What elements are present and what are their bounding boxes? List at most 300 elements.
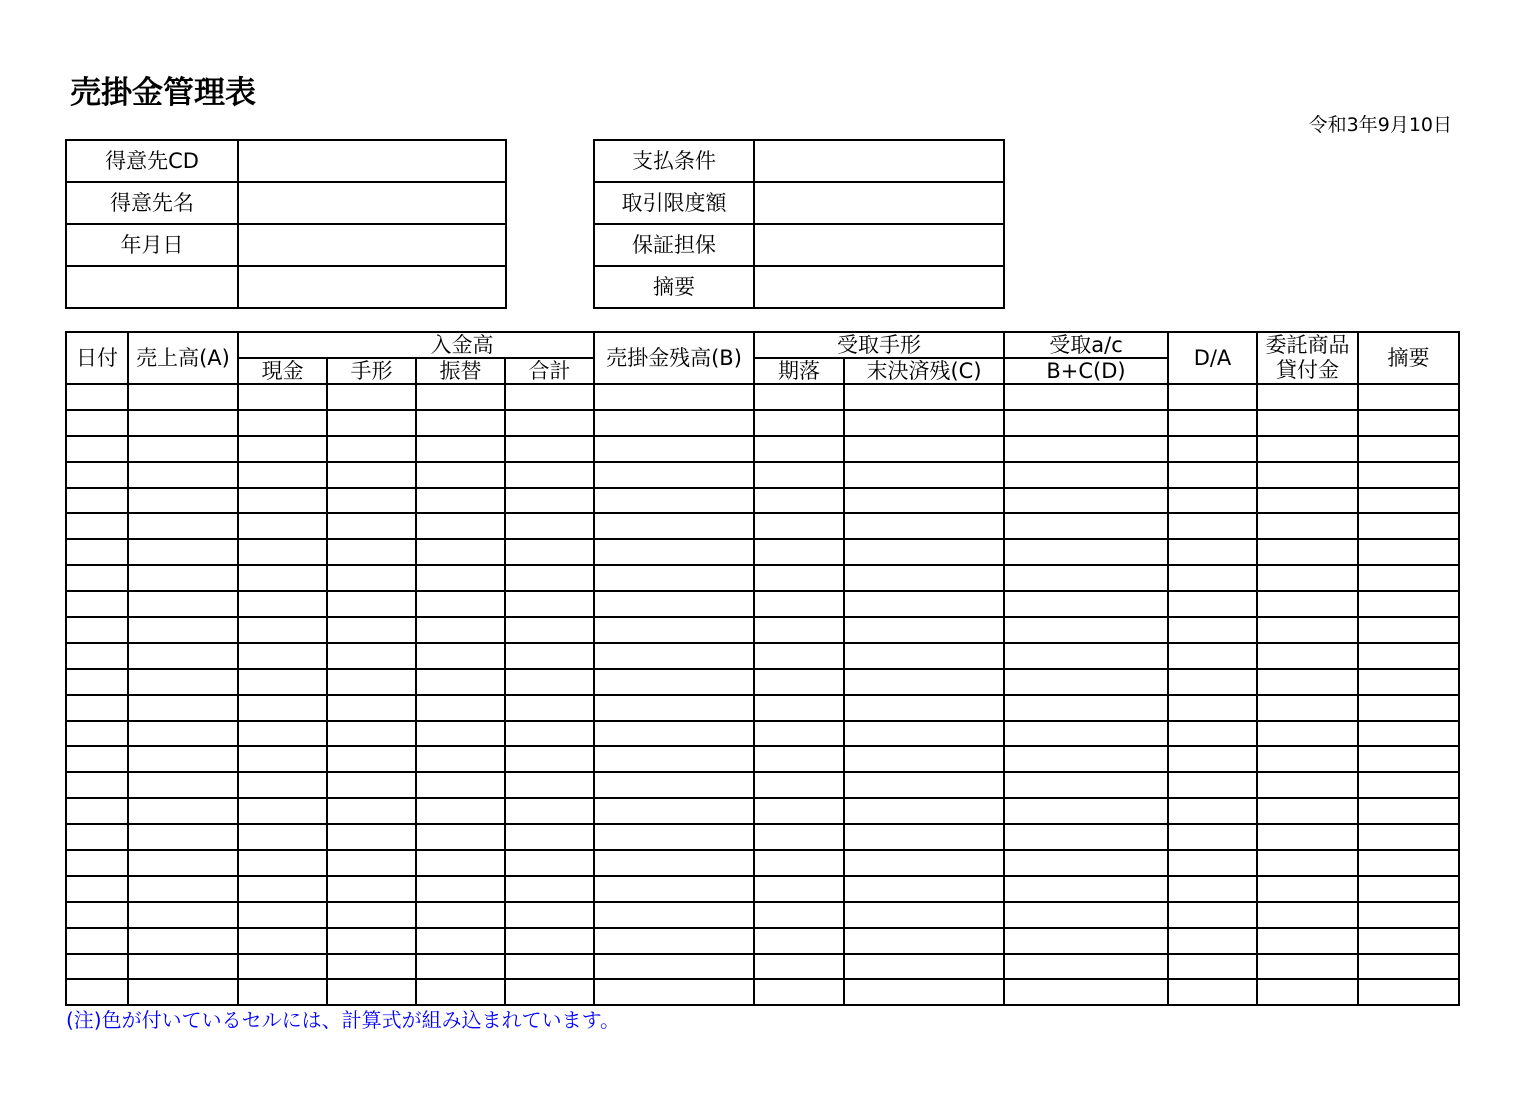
cell-consignment-loan bbox=[1257, 462, 1358, 488]
cell-total bbox=[505, 591, 594, 617]
cell-bill bbox=[327, 591, 416, 617]
cell-consignment-loan bbox=[1257, 513, 1358, 539]
cell-balance bbox=[594, 824, 754, 850]
credit-limit-label: 取引限度額 bbox=[594, 182, 754, 224]
cell-da bbox=[1168, 902, 1257, 928]
header-receipts: 入金高 bbox=[238, 332, 594, 358]
cell-transfer bbox=[416, 850, 505, 876]
cell-bill bbox=[327, 565, 416, 591]
cell-b-plus-c bbox=[1004, 928, 1168, 954]
table-row bbox=[66, 669, 1459, 695]
cell-b-plus-c bbox=[1004, 591, 1168, 617]
cell-da bbox=[1168, 954, 1257, 980]
cell-balance bbox=[594, 979, 754, 1005]
table-row bbox=[66, 539, 1459, 565]
cell-cash bbox=[238, 462, 327, 488]
cell-balance bbox=[594, 669, 754, 695]
cell-total bbox=[505, 565, 594, 591]
cell-b-plus-c bbox=[1004, 954, 1168, 980]
cell-total bbox=[505, 643, 594, 669]
cell-b-plus-c bbox=[1004, 695, 1168, 721]
cell-consignment-loan bbox=[1257, 979, 1358, 1005]
cell-total bbox=[505, 436, 594, 462]
cell-bill bbox=[327, 384, 416, 410]
cell-bill bbox=[327, 798, 416, 824]
cell-cash bbox=[238, 384, 327, 410]
cell-b-plus-c bbox=[1004, 902, 1168, 928]
cell-bill bbox=[327, 669, 416, 695]
cell-date bbox=[66, 695, 128, 721]
cell-date bbox=[66, 798, 128, 824]
cell-total bbox=[505, 824, 594, 850]
cell-remarks bbox=[1358, 539, 1459, 565]
cell-sales bbox=[128, 746, 238, 772]
cell-date bbox=[66, 954, 128, 980]
cell-balance bbox=[594, 436, 754, 462]
cell-maturity bbox=[754, 539, 844, 565]
cell-date bbox=[66, 979, 128, 1005]
cell-total bbox=[505, 979, 594, 1005]
cell-b-plus-c bbox=[1004, 746, 1168, 772]
cell-outstanding bbox=[844, 384, 1004, 410]
cell-date bbox=[66, 591, 128, 617]
cell-cash bbox=[238, 669, 327, 695]
cell-balance bbox=[594, 772, 754, 798]
cell-bill bbox=[327, 513, 416, 539]
table-row bbox=[66, 462, 1459, 488]
credit-limit-value bbox=[754, 182, 1004, 224]
cell-date bbox=[66, 513, 128, 539]
cell-bill bbox=[327, 954, 416, 980]
cell-b-plus-c bbox=[1004, 669, 1168, 695]
cell-balance bbox=[594, 410, 754, 436]
terms-info-row bbox=[594, 224, 1004, 266]
table-row bbox=[66, 979, 1459, 1005]
cell-outstanding bbox=[844, 850, 1004, 876]
cell-outstanding bbox=[844, 954, 1004, 980]
header-bill: 手形 bbox=[327, 358, 416, 384]
cell-cash bbox=[238, 902, 327, 928]
customer-info-row bbox=[66, 266, 506, 308]
cell-total bbox=[505, 902, 594, 928]
cell-outstanding bbox=[844, 928, 1004, 954]
cell-total bbox=[505, 721, 594, 747]
cell-da bbox=[1168, 565, 1257, 591]
document-date: 令和3年9月10日 bbox=[1308, 114, 1452, 136]
cell-total bbox=[505, 539, 594, 565]
cell-date bbox=[66, 772, 128, 798]
cell-da bbox=[1168, 798, 1257, 824]
cell-da bbox=[1168, 591, 1257, 617]
table-row bbox=[66, 721, 1459, 747]
header-da: D/A bbox=[1168, 332, 1257, 384]
cell-cash bbox=[238, 954, 327, 980]
ledger-body bbox=[66, 384, 1459, 1005]
cell-da bbox=[1168, 928, 1257, 954]
cell-bill bbox=[327, 462, 416, 488]
cell-consignment-loan bbox=[1257, 669, 1358, 695]
collateral-value bbox=[754, 224, 1004, 266]
cell-bill bbox=[327, 772, 416, 798]
cell-bill bbox=[327, 695, 416, 721]
cell-date bbox=[66, 384, 128, 410]
cell-date bbox=[66, 850, 128, 876]
cell-b-plus-c bbox=[1004, 824, 1168, 850]
cell-bill bbox=[327, 721, 416, 747]
cell-sales bbox=[128, 488, 238, 514]
cell-cash bbox=[238, 643, 327, 669]
cell-da bbox=[1168, 746, 1257, 772]
table-row bbox=[66, 617, 1459, 643]
cell-total bbox=[505, 798, 594, 824]
cell-sales bbox=[128, 902, 238, 928]
cell-transfer bbox=[416, 565, 505, 591]
cell-da bbox=[1168, 643, 1257, 669]
table-row bbox=[66, 643, 1459, 669]
cell-balance bbox=[594, 513, 754, 539]
cell-consignment-loan bbox=[1257, 746, 1358, 772]
cell-date bbox=[66, 902, 128, 928]
cell-consignment-loan bbox=[1257, 617, 1358, 643]
table-row bbox=[66, 772, 1459, 798]
cell-balance bbox=[594, 643, 754, 669]
cell-maturity bbox=[754, 928, 844, 954]
cell-date bbox=[66, 565, 128, 591]
cell-da bbox=[1168, 876, 1257, 902]
cell-da bbox=[1168, 695, 1257, 721]
cell-cash bbox=[238, 746, 327, 772]
cell-maturity bbox=[754, 384, 844, 410]
cell-maturity bbox=[754, 746, 844, 772]
cell-cash bbox=[238, 876, 327, 902]
cell-bill bbox=[327, 617, 416, 643]
cell-cash bbox=[238, 565, 327, 591]
cell-remarks bbox=[1358, 798, 1459, 824]
header-transfer: 振替 bbox=[416, 358, 505, 384]
cell-date bbox=[66, 436, 128, 462]
cell-remarks bbox=[1358, 902, 1459, 928]
cell-total bbox=[505, 695, 594, 721]
customer-info-row bbox=[66, 224, 506, 266]
cell-remarks bbox=[1358, 462, 1459, 488]
cell-date bbox=[66, 721, 128, 747]
cell-cash bbox=[238, 721, 327, 747]
cell-balance bbox=[594, 746, 754, 772]
cell-maturity bbox=[754, 488, 844, 514]
blank-value bbox=[238, 266, 506, 308]
terms-info-row bbox=[594, 140, 1004, 182]
cell-date bbox=[66, 617, 128, 643]
cell-remarks bbox=[1358, 954, 1459, 980]
cell-consignment-loan bbox=[1257, 488, 1358, 514]
cell-total bbox=[505, 876, 594, 902]
cell-date bbox=[66, 876, 128, 902]
cell-b-plus-c bbox=[1004, 488, 1168, 514]
header-total: 合計 bbox=[505, 358, 594, 384]
cell-b-plus-c bbox=[1004, 643, 1168, 669]
cell-remarks bbox=[1358, 824, 1459, 850]
cell-maturity bbox=[754, 979, 844, 1005]
cell-consignment-loan bbox=[1257, 565, 1358, 591]
cell-balance bbox=[594, 798, 754, 824]
cell-transfer bbox=[416, 643, 505, 669]
cell-remarks bbox=[1358, 384, 1459, 410]
table-row bbox=[66, 513, 1459, 539]
cell-consignment-loan bbox=[1257, 824, 1358, 850]
cell-remarks bbox=[1358, 772, 1459, 798]
cell-outstanding bbox=[844, 462, 1004, 488]
cell-transfer bbox=[416, 721, 505, 747]
cell-maturity bbox=[754, 669, 844, 695]
cell-sales bbox=[128, 876, 238, 902]
cell-consignment-loan bbox=[1257, 591, 1358, 617]
table-row bbox=[66, 876, 1459, 902]
cell-cash bbox=[238, 436, 327, 462]
header-date: 日付 bbox=[66, 332, 128, 384]
cell-maturity bbox=[754, 876, 844, 902]
terms-info-table bbox=[593, 139, 1005, 309]
cell-outstanding bbox=[844, 772, 1004, 798]
cell-balance bbox=[594, 462, 754, 488]
cell-consignment-loan bbox=[1257, 721, 1358, 747]
cell-da bbox=[1168, 488, 1257, 514]
table-row bbox=[66, 928, 1459, 954]
cell-total bbox=[505, 617, 594, 643]
table-row bbox=[66, 954, 1459, 980]
cell-da bbox=[1168, 772, 1257, 798]
terms-info-row bbox=[594, 266, 1004, 308]
cell-bill bbox=[327, 928, 416, 954]
cell-date bbox=[66, 746, 128, 772]
cell-bill bbox=[327, 488, 416, 514]
cell-remarks bbox=[1358, 876, 1459, 902]
blank-label bbox=[66, 266, 238, 308]
cell-outstanding bbox=[844, 746, 1004, 772]
cell-date bbox=[66, 669, 128, 695]
cell-consignment-loan bbox=[1257, 384, 1358, 410]
cell-maturity bbox=[754, 902, 844, 928]
header-outstanding: 末決済残(C) bbox=[844, 358, 1004, 384]
cell-total bbox=[505, 462, 594, 488]
cell-transfer bbox=[416, 772, 505, 798]
customer-code-label: 得意先CD bbox=[66, 140, 238, 182]
cell-balance bbox=[594, 565, 754, 591]
cell-b-plus-c bbox=[1004, 617, 1168, 643]
cell-balance bbox=[594, 591, 754, 617]
cell-date bbox=[66, 928, 128, 954]
customer-code-value bbox=[238, 140, 506, 182]
cell-sales bbox=[128, 850, 238, 876]
cell-balance bbox=[594, 954, 754, 980]
date-value bbox=[238, 224, 506, 266]
cell-remarks bbox=[1358, 643, 1459, 669]
summary-value bbox=[754, 266, 1004, 308]
cell-consignment-loan bbox=[1257, 902, 1358, 928]
cell-sales bbox=[128, 979, 238, 1005]
cell-date bbox=[66, 488, 128, 514]
cell-balance bbox=[594, 876, 754, 902]
cell-b-plus-c bbox=[1004, 772, 1168, 798]
cell-bill bbox=[327, 410, 416, 436]
header-consignment-loan bbox=[1257, 332, 1358, 384]
page-title: 売掛金管理表 bbox=[70, 75, 256, 111]
cell-balance bbox=[594, 850, 754, 876]
header-row-top bbox=[66, 332, 1459, 358]
collateral-label: 保証担保 bbox=[594, 224, 754, 266]
cell-date bbox=[66, 643, 128, 669]
cell-consignment-loan bbox=[1257, 798, 1358, 824]
cell-maturity bbox=[754, 462, 844, 488]
cell-total bbox=[505, 669, 594, 695]
cell-outstanding bbox=[844, 643, 1004, 669]
cell-sales bbox=[128, 410, 238, 436]
cell-outstanding bbox=[844, 617, 1004, 643]
cell-total bbox=[505, 513, 594, 539]
cell-bill bbox=[327, 824, 416, 850]
cell-maturity bbox=[754, 721, 844, 747]
cell-da bbox=[1168, 462, 1257, 488]
cell-balance bbox=[594, 539, 754, 565]
cell-cash bbox=[238, 410, 327, 436]
customer-name-value bbox=[238, 182, 506, 224]
cell-outstanding bbox=[844, 798, 1004, 824]
cell-maturity bbox=[754, 850, 844, 876]
cell-cash bbox=[238, 591, 327, 617]
footnote: (注)色が付いているセルには、計算式が組み込まれています。 bbox=[66, 1008, 621, 1032]
cell-sales bbox=[128, 643, 238, 669]
cell-date bbox=[66, 462, 128, 488]
table-row bbox=[66, 591, 1459, 617]
cell-outstanding bbox=[844, 695, 1004, 721]
cell-transfer bbox=[416, 876, 505, 902]
cell-outstanding bbox=[844, 513, 1004, 539]
cell-remarks bbox=[1358, 436, 1459, 462]
cell-consignment-loan bbox=[1257, 876, 1358, 902]
cell-cash bbox=[238, 928, 327, 954]
cell-remarks bbox=[1358, 721, 1459, 747]
cell-remarks bbox=[1358, 513, 1459, 539]
header-consignment-line1: 委託商品 bbox=[1265, 333, 1350, 357]
cell-sales bbox=[128, 928, 238, 954]
cell-transfer bbox=[416, 462, 505, 488]
cell-sales bbox=[128, 384, 238, 410]
cell-sales bbox=[128, 617, 238, 643]
cell-outstanding bbox=[844, 436, 1004, 462]
cell-sales bbox=[128, 669, 238, 695]
cell-sales bbox=[128, 539, 238, 565]
cell-bill bbox=[327, 746, 416, 772]
cell-maturity bbox=[754, 643, 844, 669]
cell-cash bbox=[238, 772, 327, 798]
cell-da bbox=[1168, 824, 1257, 850]
cell-sales bbox=[128, 798, 238, 824]
cell-balance bbox=[594, 721, 754, 747]
cell-da bbox=[1168, 513, 1257, 539]
cell-b-plus-c bbox=[1004, 565, 1168, 591]
customer-info-table bbox=[65, 139, 507, 309]
cell-consignment-loan bbox=[1257, 410, 1358, 436]
cell-b-plus-c bbox=[1004, 850, 1168, 876]
cell-maturity bbox=[754, 695, 844, 721]
cell-bill bbox=[327, 979, 416, 1005]
table-row bbox=[66, 410, 1459, 436]
cell-maturity bbox=[754, 591, 844, 617]
cell-outstanding bbox=[844, 410, 1004, 436]
cell-transfer bbox=[416, 824, 505, 850]
cell-da bbox=[1168, 721, 1257, 747]
customer-info-row bbox=[66, 140, 506, 182]
cell-bill bbox=[327, 539, 416, 565]
cell-cash bbox=[238, 539, 327, 565]
cell-transfer bbox=[416, 669, 505, 695]
table-row bbox=[66, 902, 1459, 928]
cell-transfer bbox=[416, 979, 505, 1005]
cell-maturity bbox=[754, 798, 844, 824]
cell-sales bbox=[128, 591, 238, 617]
date-label: 年月日 bbox=[66, 224, 238, 266]
cell-bill bbox=[327, 876, 416, 902]
table-row bbox=[66, 824, 1459, 850]
cell-maturity bbox=[754, 617, 844, 643]
cell-sales bbox=[128, 772, 238, 798]
summary-label: 摘要 bbox=[594, 266, 754, 308]
cell-total bbox=[505, 772, 594, 798]
header-b-plus-c: B+C(D) bbox=[1004, 358, 1168, 384]
cell-maturity bbox=[754, 954, 844, 980]
cell-transfer bbox=[416, 746, 505, 772]
cell-consignment-loan bbox=[1257, 436, 1358, 462]
cell-transfer bbox=[416, 488, 505, 514]
cell-b-plus-c bbox=[1004, 539, 1168, 565]
cell-date bbox=[66, 539, 128, 565]
cell-da bbox=[1168, 384, 1257, 410]
header-cash: 現金 bbox=[238, 358, 327, 384]
payment-terms-label: 支払条件 bbox=[594, 140, 754, 182]
cell-transfer bbox=[416, 436, 505, 462]
table-row bbox=[66, 798, 1459, 824]
cell-remarks bbox=[1358, 695, 1459, 721]
customer-info-row bbox=[66, 182, 506, 224]
cell-remarks bbox=[1358, 617, 1459, 643]
terms-info-row bbox=[594, 182, 1004, 224]
table-row bbox=[66, 746, 1459, 772]
cell-cash bbox=[238, 850, 327, 876]
table-row bbox=[66, 488, 1459, 514]
cell-remarks bbox=[1358, 669, 1459, 695]
cell-maturity bbox=[754, 824, 844, 850]
cell-maturity bbox=[754, 436, 844, 462]
header-consignment-line2: 貸付金 bbox=[1276, 358, 1339, 382]
header-maturity: 期落 bbox=[754, 358, 844, 384]
header-bills-received: 受取手形 bbox=[754, 332, 1004, 358]
cell-transfer bbox=[416, 384, 505, 410]
cell-da bbox=[1168, 669, 1257, 695]
header-received-ac: 受取a/c bbox=[1004, 332, 1168, 358]
cell-transfer bbox=[416, 928, 505, 954]
cell-outstanding bbox=[844, 539, 1004, 565]
cell-balance bbox=[594, 617, 754, 643]
cell-outstanding bbox=[844, 488, 1004, 514]
cell-outstanding bbox=[844, 591, 1004, 617]
cell-outstanding bbox=[844, 565, 1004, 591]
cell-consignment-loan bbox=[1257, 850, 1358, 876]
cell-balance bbox=[594, 928, 754, 954]
cell-sales bbox=[128, 721, 238, 747]
header-balance: 売掛金残高(B) bbox=[594, 332, 754, 384]
cell-outstanding bbox=[844, 979, 1004, 1005]
cell-cash bbox=[238, 979, 327, 1005]
cell-remarks bbox=[1358, 850, 1459, 876]
